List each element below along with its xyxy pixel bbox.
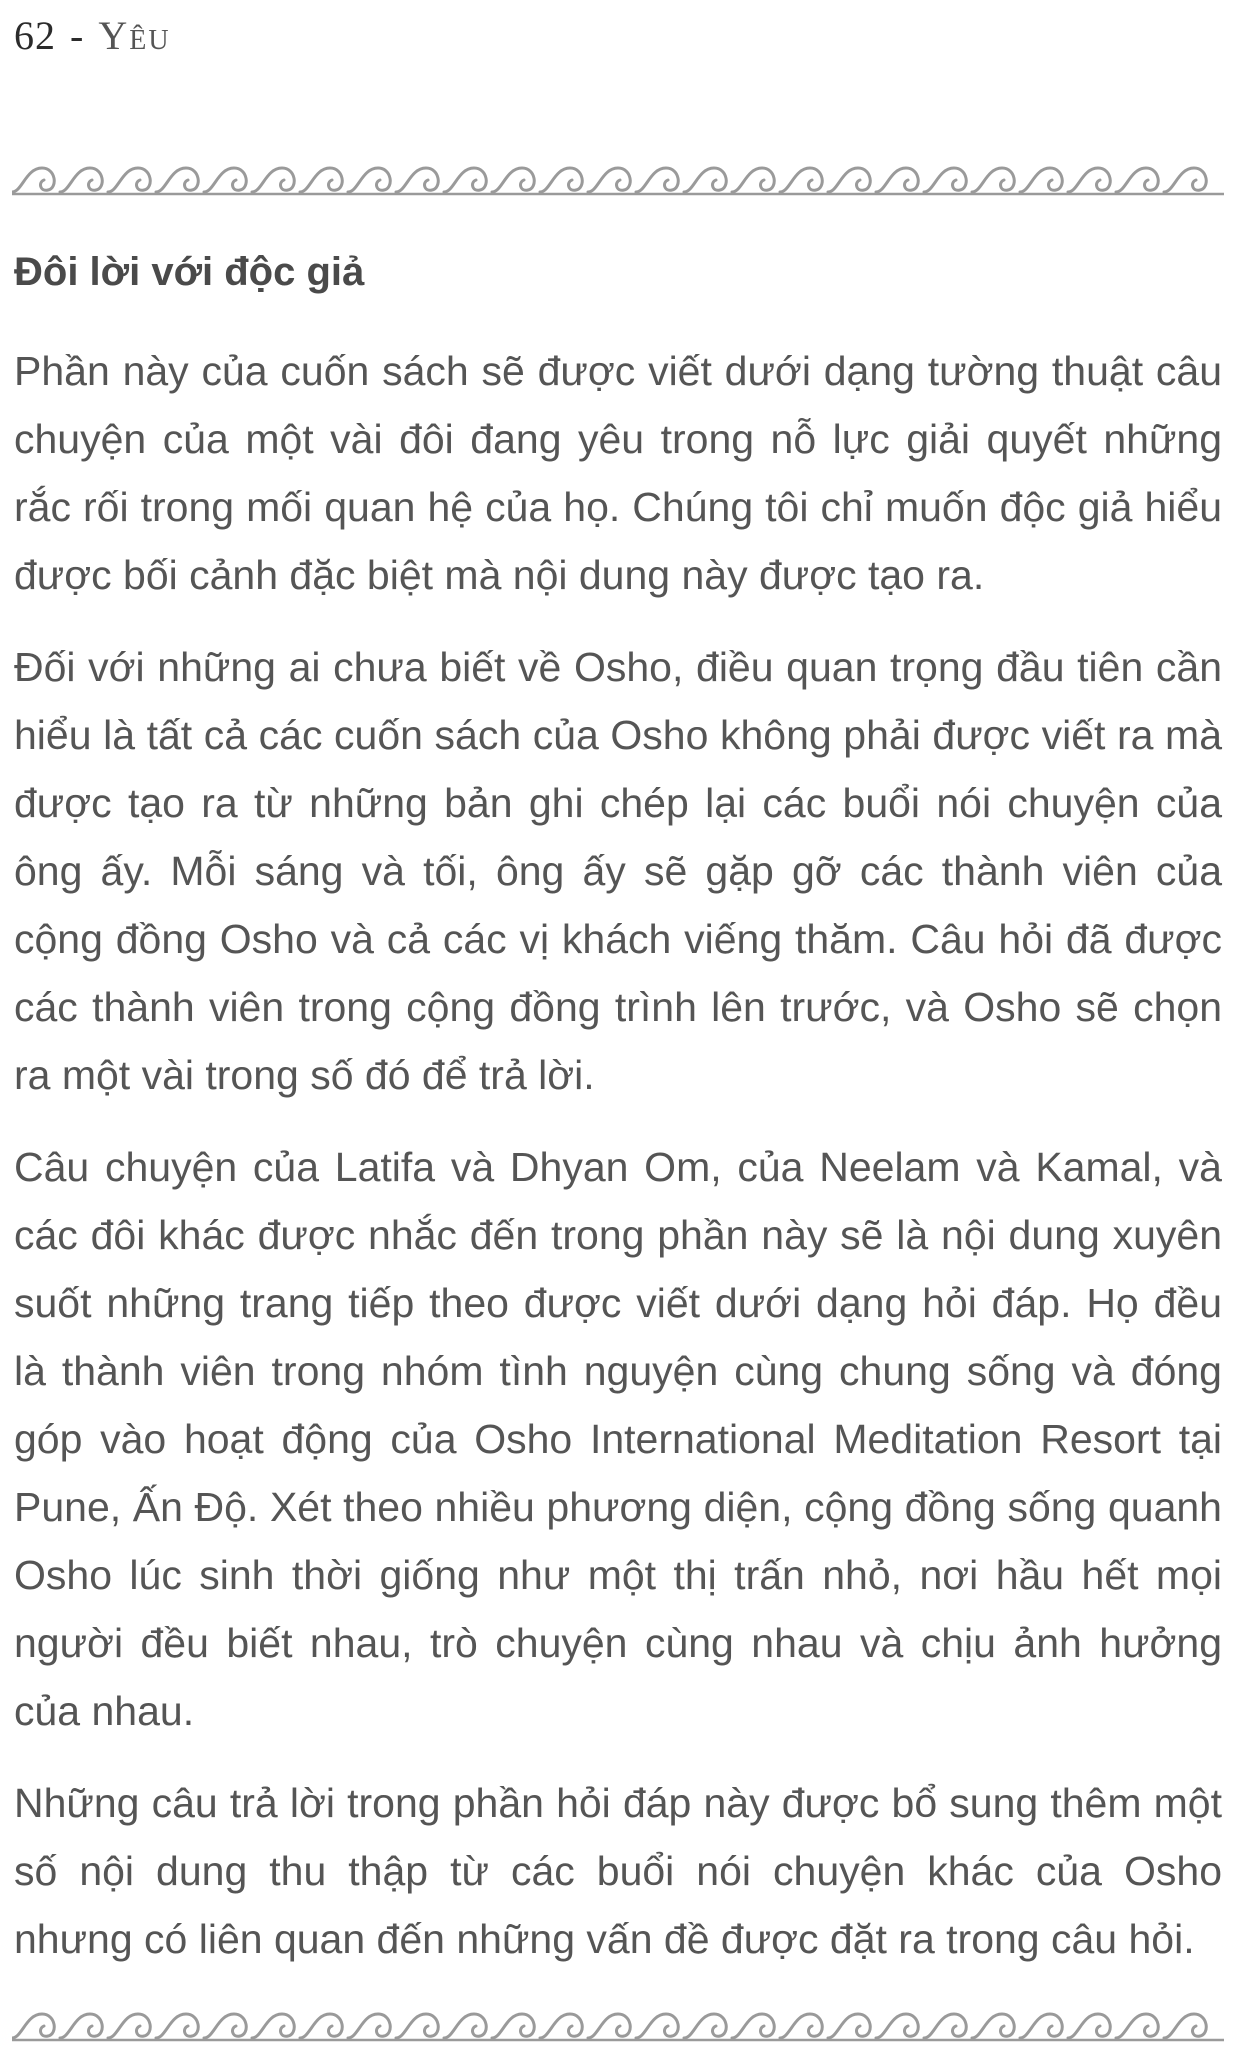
wave-scroll-icon — [204, 168, 246, 192]
wave-scroll-icon — [60, 2014, 102, 2038]
paragraph: Phần này của cuốn sách sẽ được viết dưới dạng tường thuật câu chuyện của một vài đôi đang yêu trong nỗ lực giải quyết những rắc rối trong mối quan hệ của họ. Chúng tôi chỉ muốn độc giả hiểu được bối cảnh đặc biệt mà nội dung này được tạo ra. — [14, 348, 1222, 598]
paragraph: Những câu trả lời trong phần hỏi đáp này được bổ sung thêm một số nội dung thu thập từ các buổi nói chuyện khác của Osho nhưng có liên quan đến những vấn đề được đặt ra trong câu hỏi. — [14, 1780, 1222, 1962]
wave-scroll-icon — [396, 168, 438, 192]
wave-scroll-icon — [300, 168, 342, 192]
wave-scroll-icon — [1068, 2014, 1110, 2038]
wave-scroll-icon — [444, 168, 486, 192]
wave-scroll-icon — [732, 168, 774, 192]
wave-scroll-icon — [780, 168, 822, 192]
wave-scroll-icon — [156, 2014, 198, 2038]
wave-scroll-icon — [972, 2014, 1014, 2038]
wave-scroll-icon — [540, 2014, 582, 2038]
wave-scroll-icon — [252, 168, 294, 192]
paragraph: Câu chuyện của Latifa và Dhyan Om, của Neelam và Kamal, và các đôi khác được nhắc đến trong phần này sẽ là nội dung xuyên suốt những trang tiếp theo được viết dưới dạng hỏi đáp. Họ đều là thành viên trong nhóm tình nguyện cùng chung sống và đóng góp vào hoạt động của Osho International Meditation Resort tại Pune, Ấn Độ. Xét theo nhiều phương diện, cộng đồng sống quanh Osho lúc sinh thời giống như một thị trấn nhỏ, nơi hầu hết mọi người đều biết nhau, trò chuyện cùng nhau và chịu ảnh hưởng của nhau. — [14, 1144, 1222, 1734]
wave-scroll-icon — [348, 2014, 390, 2038]
wave-scroll-icon — [588, 168, 630, 192]
wave-scroll-icon — [252, 2014, 294, 2038]
wave-scroll-icon — [108, 2014, 150, 2038]
wave-scroll-icon — [876, 2014, 918, 2038]
wave-scroll-icon — [684, 168, 726, 192]
section-heading: Đôi lời với độc giả — [14, 250, 365, 294]
wave-scroll-icon — [1020, 168, 1062, 192]
wave-scroll-icon — [1164, 2014, 1206, 2038]
body-text — [14, 337, 1222, 1997]
wave-scroll-icon — [828, 168, 870, 192]
wave-scroll-icon — [60, 168, 102, 192]
wave-scroll-icon — [1116, 2014, 1158, 2038]
wave-scroll-icon — [348, 168, 390, 192]
wave-scroll-icon — [924, 2014, 966, 2038]
wave-scroll-icon — [972, 168, 1014, 192]
wave-scroll-icon — [108, 168, 150, 192]
wave-scroll-icon — [636, 2014, 678, 2038]
wave-scroll-icon — [684, 2014, 726, 2038]
wave-scroll-icon — [636, 168, 678, 192]
wave-scroll-icon — [492, 168, 534, 192]
wave-scroll-icon — [492, 2014, 534, 2038]
wave-scroll-icon — [1164, 168, 1206, 192]
wave-scroll-icon — [1068, 168, 1110, 192]
wave-border-top-icon — [12, 158, 1224, 202]
wave-scroll-icon — [156, 168, 198, 192]
page-number: 62 — [14, 13, 56, 58]
wave-scroll-icon — [732, 2014, 774, 2038]
wave-scroll-icon — [396, 2014, 438, 2038]
wave-scroll-icon — [780, 2014, 822, 2038]
wave-scroll-icon — [1116, 168, 1158, 192]
wave-scroll-icon — [12, 168, 54, 192]
wave-scroll-icon — [1020, 2014, 1062, 2038]
wave-scroll-icon — [12, 2014, 54, 2038]
wave-scroll-icon — [828, 2014, 870, 2038]
wave-scroll-icon — [444, 2014, 486, 2038]
wave-scroll-icon — [588, 2014, 630, 2038]
paragraph: Đối với những ai chưa biết về Osho, điều quan trọng đầu tiên cần hiểu là tất cả các cuốn sách của Osho không phải được viết ra mà được tạo ra từ những bản ghi chép lại các buổi nói chuyện của ông ấy. Mỗi sáng và tối, ông ấy sẽ gặp gỡ các thành viên của cộng đồng Osho và cả các vị khách viếng thăm. Câu hỏi đã được các thành viên trong cộng đồng trình lên trước, và Osho sẽ chọn ra một vài trong số đó để trả lời. — [14, 644, 1222, 1098]
running-header — [14, 12, 171, 59]
wave-scroll-icon — [300, 2014, 342, 2038]
wave-scroll-icon — [540, 168, 582, 192]
header-separator: - — [70, 13, 85, 58]
wave-scroll-icon — [204, 2014, 246, 2038]
book-title: Yêu — [98, 13, 171, 58]
wave-border-bottom-icon — [12, 2004, 1224, 2048]
wave-scroll-icon — [876, 168, 918, 192]
wave-scroll-icon — [924, 168, 966, 192]
